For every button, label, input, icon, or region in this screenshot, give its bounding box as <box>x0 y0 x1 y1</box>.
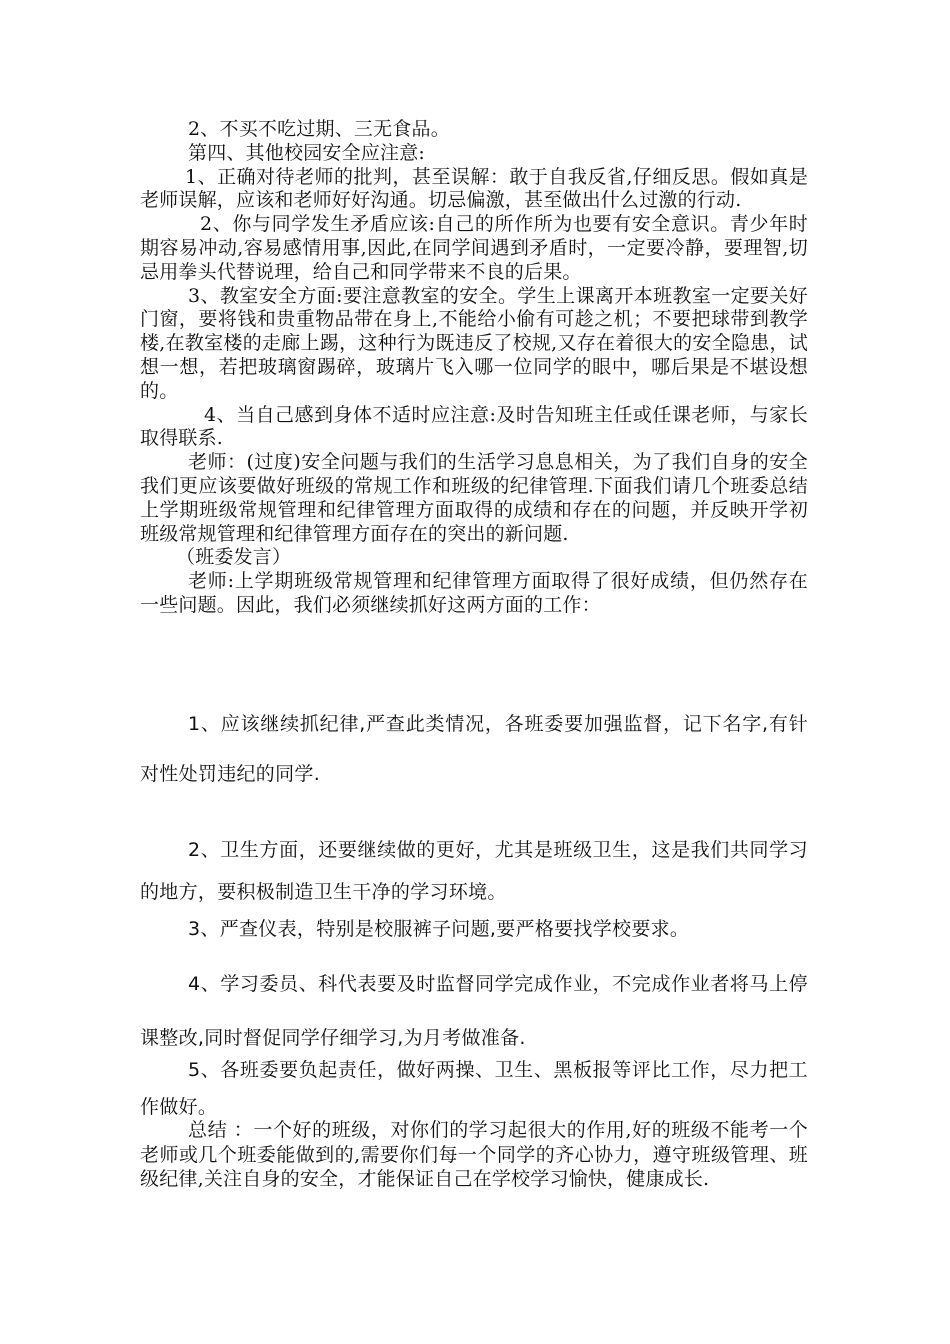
paragraph-feeling-unwell: 4、当自己感到身体不适时应注意:及时告知班主任或任课老师，与家长取得联系. <box>140 403 808 450</box>
list-item <box>140 908 808 951</box>
summary-block <box>140 1118 808 1192</box>
list-item <box>140 699 808 799</box>
list-item <box>140 957 808 1065</box>
paragraph-teacher-transition: 老师：(过度)安全问题与我们的生活学习息息相关，为了我们自身的安全我们更应该要做好班级的常规工作和班级的纪律管理.下面我们请几个班委总结上学期班级常规管理和纪律管理方面取得的成绩和存在的问题，并反映开学初班级常规管理和纪律管理方面存在的突出的新问题. <box>140 451 808 545</box>
list-item <box>140 1052 808 1126</box>
list-item-discipline: 1、应该继续抓纪律,严查此类情况，各班委要加强监督，记下名字,有针对性处罚违纪的同学. <box>140 713 808 785</box>
paragraph-classmate-conflict: 2、你与同学发生矛盾应该:自己的所作所为也要有安全意识。青少年时期容易冲动,容易感情用事,因此,在同学间遇到矛盾时，一定要冷静，要理智,切忌用拳头代替说理，给自己和同学带来不良的后果。 <box>140 213 808 283</box>
document-body <box>140 118 808 618</box>
list-item-appearance: 3、严查仪表，特别是校服裤子问题,要严格要找学校要求。 <box>188 918 690 940</box>
paragraph-classroom-safety: 3、教室安全方面:要注意教室的安全。学生上课离开本班教室一定要关好门窗，要将钱和贵重物品带在身上,不能给小偷有可趁之机；不要把球带到教学楼,在教室楼的走廊上踢，这种行为既违反了校规,又存在着很大的安全隐患，试想一想，若把玻璃窗踢碎，玻璃片飞入哪一位同学的眼中，哪后果是不堪设想的。 <box>140 284 808 402</box>
section-heading-other-safety: 第四、其他校园安全应注意: <box>188 141 426 164</box>
paragraph-summary: 总结 ：一个好的班级，对你们的学习起很大的作用,好的班级不能考一个老师或几个班委能做到的,需要你们每一个同学的齐心协力，遵守班级管理、班级纪律,关注自身的安全，才能保证自己在学校学习愉快，健康成长. <box>140 1119 808 1190</box>
list-item <box>140 829 808 913</box>
list-item-responsibility: 5、各班委要负起责任，做好两操、卫生、黑板报等评比工作，尽力把工作做好。 <box>140 1059 808 1118</box>
list-item-hygiene: 2、卫生方面，还要继续做的更好，尤其是班级卫生，这是我们共同学习的地方，要积极制造卫生干净的学习环境。 <box>140 839 808 903</box>
paragraph-teacher-summary-intro: 老师:上学期班级常规管理和纪律管理方面取得了很好成绩，但仍然存在一些问题。因此，我们必须继续抓好这两方面的工作： <box>140 570 808 616</box>
paragraph-teacher-criticism: 1、正确对待老师的批判，甚至误解：敢于自我反省,仔细反思。假如真是老师误解，应该和老师好好沟通。切忌偏激，甚至做出什么过激的行动. <box>140 165 808 212</box>
paragraph-committee-speech: （班委发言） <box>176 546 292 569</box>
paragraph-no-expired-food: 2、不买不吃过期、三无食品。 <box>188 118 450 140</box>
list-item-homework: 4、学习委员、科代表要及时监督同学完成作业，不完成作业者将马上停课整改,同时督促同学仔细学习,为月考做准备. <box>140 973 808 1049</box>
